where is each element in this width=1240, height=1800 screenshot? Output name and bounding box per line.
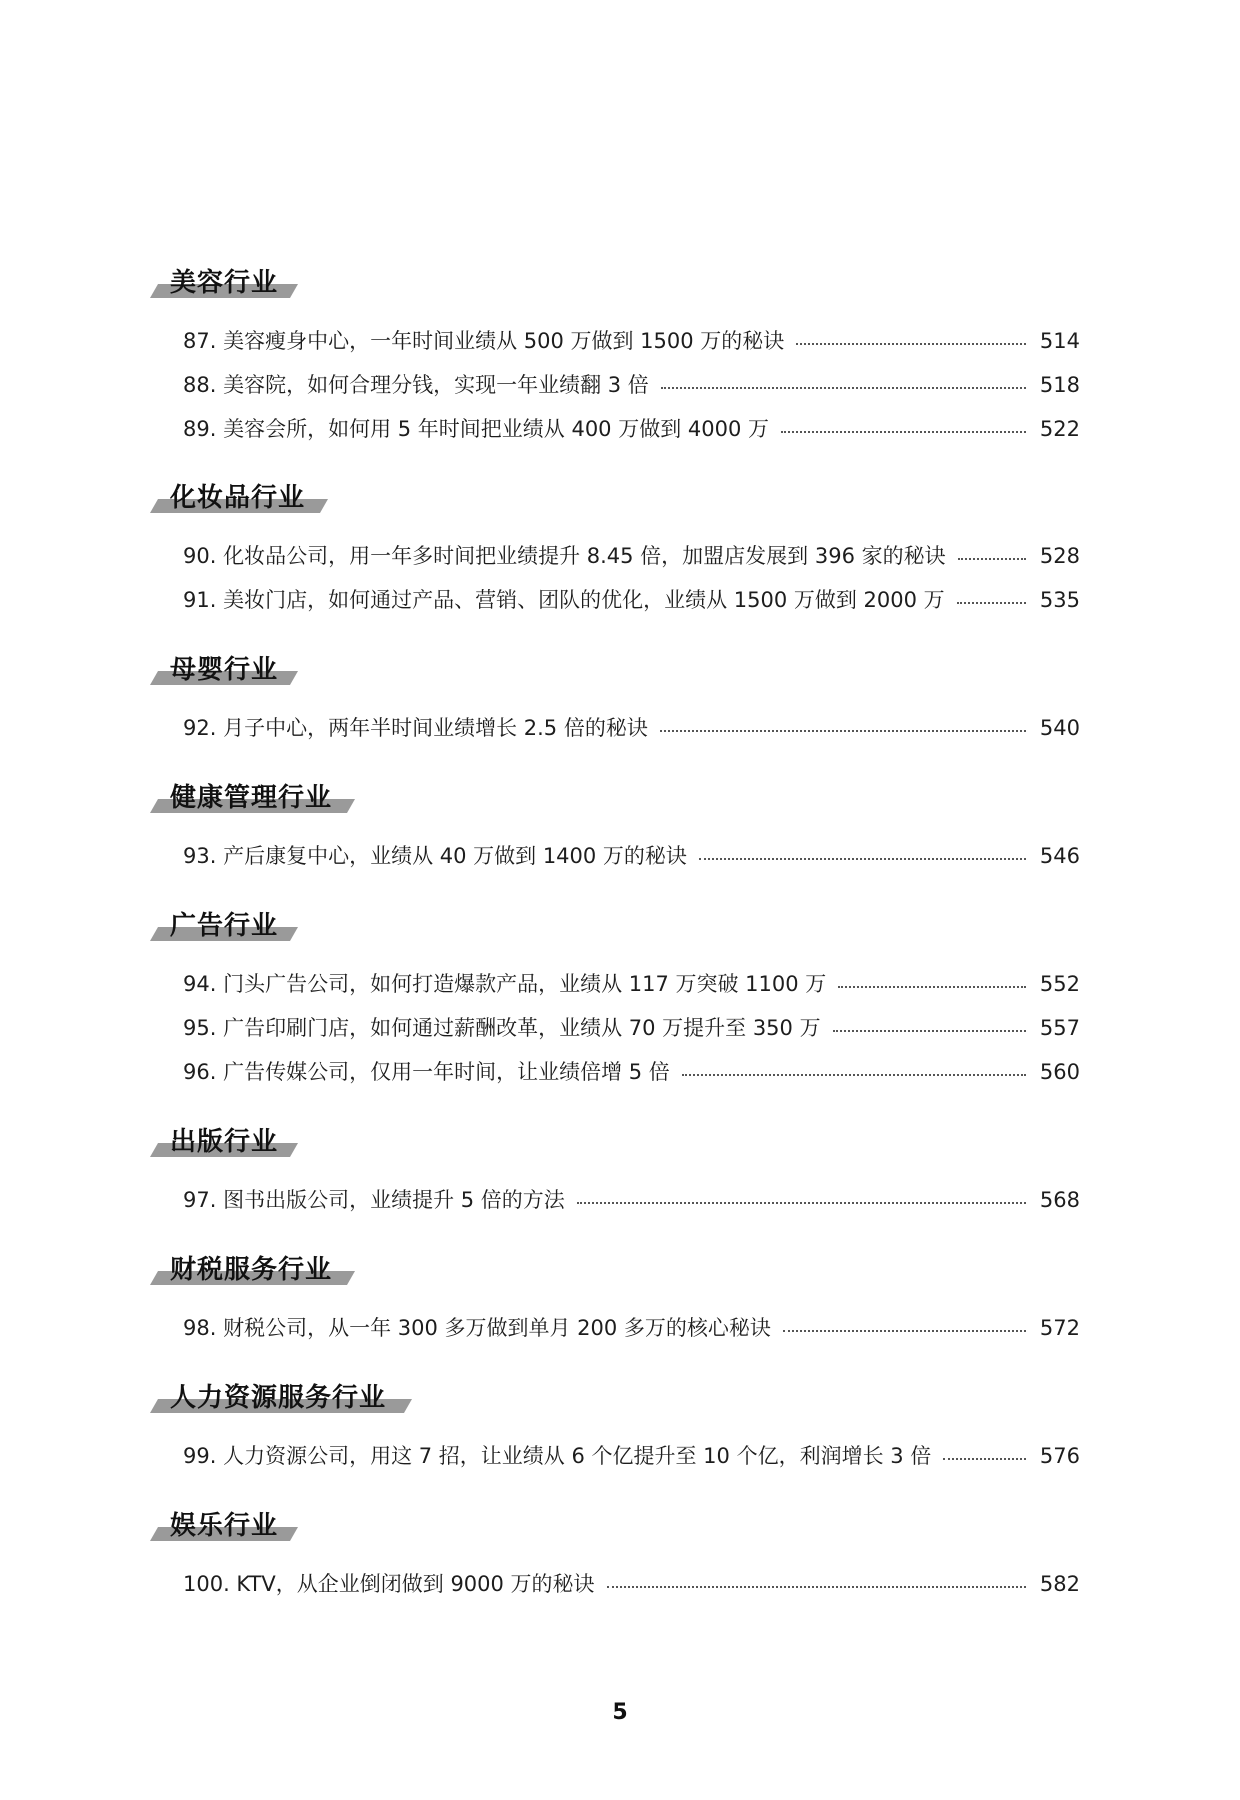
section-title: 娱乐行业 <box>170 1511 279 1541</box>
dot-leader <box>699 856 1026 860</box>
dot-leader <box>781 429 1026 433</box>
entry-label: 91. 美妆门店，如何通过产品、营销、团队的优化，业绩从 1500 万做到 2000 万 <box>183 588 945 612</box>
toc-section <box>150 908 1080 1094</box>
dot-leader <box>943 1456 1026 1460</box>
section-heading <box>150 1380 1080 1420</box>
dot-leader <box>796 341 1026 345</box>
entry-label: 95. 广告印刷门店，如何通过薪酬改革，业绩从 70 万提升至 350 万 <box>183 1016 821 1040</box>
toc-entry[interactable] <box>150 962 1080 1006</box>
section-title: 母婴行业 <box>170 655 279 685</box>
entry-page: 535 <box>1039 588 1080 612</box>
dot-leader <box>833 1028 1026 1032</box>
toc-section <box>150 1508 1080 1606</box>
entry-label: 96. 广告传媒公司，仅用一年时间，让业绩倍增 5 倍 <box>183 1060 670 1084</box>
dot-leader <box>957 600 1026 604</box>
entry-page: 572 <box>1039 1316 1080 1340</box>
section-heading <box>150 1252 1080 1292</box>
section-title: 健康管理行业 <box>170 783 333 813</box>
dot-leader <box>577 1200 1026 1204</box>
section-title: 出版行业 <box>170 1127 279 1157</box>
toc-section <box>150 480 1080 622</box>
section-title: 人力资源服务行业 <box>170 1383 387 1413</box>
dot-leader <box>958 556 1026 560</box>
entry-page: 540 <box>1039 716 1080 740</box>
entry-page: 552 <box>1039 972 1080 996</box>
toc-entry[interactable] <box>150 834 1080 878</box>
entry-page: 576 <box>1039 1444 1080 1468</box>
section-heading <box>150 652 1080 692</box>
dot-leader <box>607 1584 1026 1588</box>
toc-entry[interactable] <box>150 1434 1080 1478</box>
entry-page: 528 <box>1039 544 1080 568</box>
dot-leader <box>838 984 1026 988</box>
toc-entry[interactable] <box>150 1306 1080 1350</box>
entry-page: 560 <box>1039 1060 1080 1084</box>
entry-label: 100. KTV，从企业倒闭做到 9000 万的秘诀 <box>183 1572 595 1596</box>
entry-page: 518 <box>1039 373 1080 397</box>
toc-section <box>150 1380 1080 1478</box>
toc-entry[interactable] <box>150 1050 1080 1094</box>
dot-leader <box>660 728 1026 732</box>
entry-page: 557 <box>1039 1016 1080 1040</box>
section-heading <box>150 480 1080 520</box>
toc-entry[interactable] <box>150 1178 1080 1222</box>
toc-entry[interactable] <box>150 363 1080 407</box>
section-title: 广告行业 <box>170 911 279 941</box>
entry-page: 514 <box>1039 329 1080 353</box>
entry-label: 88. 美容院，如何合理分钱，实现一年业绩翻 3 倍 <box>183 373 649 397</box>
toc-section <box>150 780 1080 878</box>
toc-section <box>150 265 1080 451</box>
dot-leader <box>783 1328 1026 1332</box>
entry-page: 582 <box>1039 1572 1080 1596</box>
section-heading <box>150 1508 1080 1548</box>
entry-page: 522 <box>1039 417 1080 441</box>
toc-entry[interactable] <box>150 578 1080 622</box>
toc-entry[interactable] <box>150 407 1080 451</box>
toc-entry[interactable] <box>150 1006 1080 1050</box>
section-heading <box>150 1124 1080 1164</box>
toc-entry[interactable] <box>150 534 1080 578</box>
page-number: 5 <box>612 1700 628 1725</box>
entry-label: 97. 图书出版公司，业绩提升 5 倍的方法 <box>183 1188 565 1212</box>
entry-label: 87. 美容瘦身中心，一年时间业绩从 500 万做到 1500 万的秘诀 <box>183 329 785 353</box>
entry-label: 89. 美容会所，如何用 5 年时间把业绩从 400 万做到 4000 万 <box>183 417 770 441</box>
entry-label: 92. 月子中心，两年半时间业绩增长 2.5 倍的秘诀 <box>183 716 648 740</box>
toc-entry[interactable] <box>150 706 1080 750</box>
toc-section <box>150 652 1080 750</box>
toc-section <box>150 1252 1080 1350</box>
dot-leader <box>682 1072 1026 1076</box>
section-heading <box>150 780 1080 820</box>
entry-page: 546 <box>1039 844 1080 868</box>
entry-label: 93. 产后康复中心，业绩从 40 万做到 1400 万的秘诀 <box>183 844 687 868</box>
section-title: 财税服务行业 <box>170 1255 333 1285</box>
section-title: 美容行业 <box>170 268 279 298</box>
section-heading <box>150 265 1080 305</box>
entry-label: 94. 门头广告公司，如何打造爆款产品，业绩从 117 万突破 1100 万 <box>183 972 827 996</box>
entry-label: 99. 人力资源公司，用这 7 招，让业绩从 6 个亿提升至 10 个亿，利润增长 3 倍 <box>183 1444 932 1468</box>
toc-entry[interactable] <box>150 1562 1080 1606</box>
dot-leader <box>661 385 1026 389</box>
section-title: 化妆品行业 <box>170 483 306 513</box>
entry-page: 568 <box>1039 1188 1080 1212</box>
toc-section <box>150 1124 1080 1222</box>
entry-label: 90. 化妆品公司，用一年多时间把业绩提升 8.45 倍，加盟店发展到 396 家的秘诀 <box>183 544 946 568</box>
entry-label: 98. 财税公司，从一年 300 多万做到单月 200 多万的核心秘诀 <box>183 1316 771 1340</box>
toc-entry[interactable] <box>150 319 1080 363</box>
section-heading <box>150 908 1080 948</box>
